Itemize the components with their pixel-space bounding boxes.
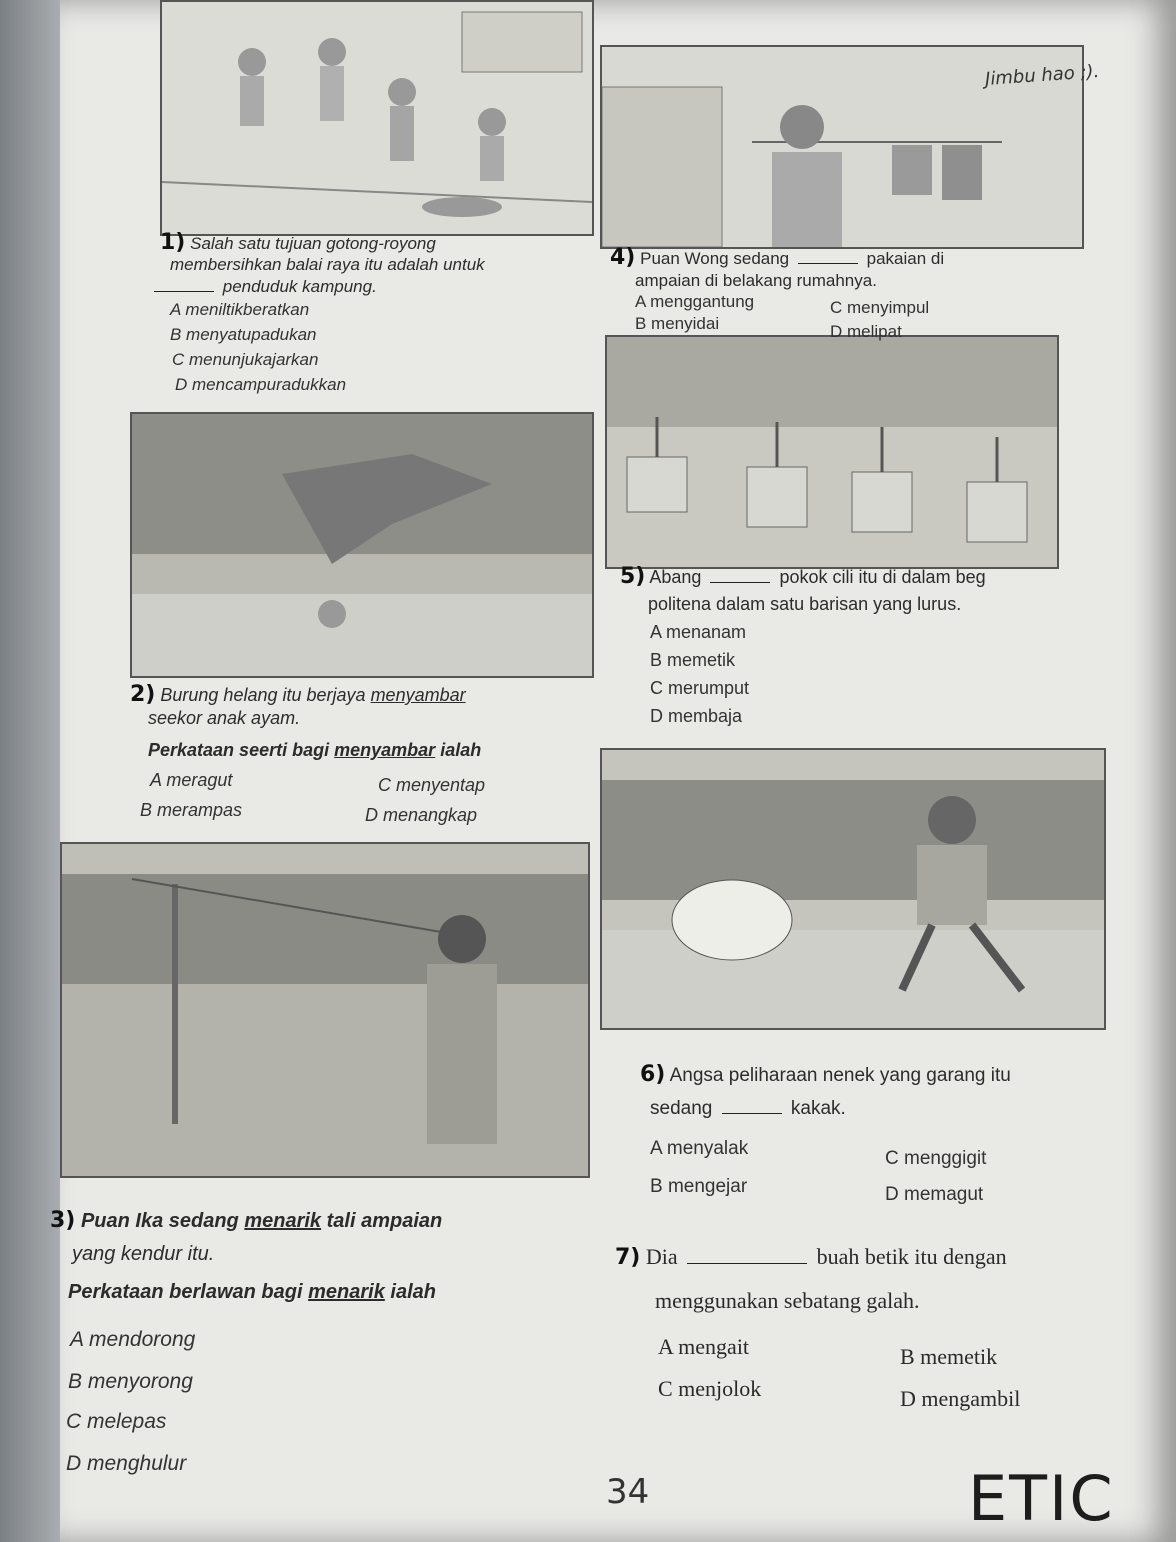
- q1-option-b[interactable]: B menyatupadukan: [170, 325, 317, 344]
- q4-option-a[interactable]: A menggantung: [635, 292, 755, 311]
- q6-stem-b: sedang: [650, 1098, 713, 1119]
- q5-stem: [620, 566, 1090, 588]
- q3-number: 3): [50, 1208, 76, 1233]
- q3-ask-b: ialah: [390, 1281, 436, 1303]
- q2-stem-b: seekor anak ayam.: [148, 708, 301, 728]
- q1-stem-c-line: [150, 276, 590, 297]
- illustration-gotong-royong: [160, 0, 594, 236]
- q6-stem: [640, 1064, 1120, 1086]
- q5-stem-c: politena dalam satu barisan yang lurus.: [648, 594, 962, 614]
- q6-stem-line2: [650, 1098, 1110, 1119]
- q6-stem-a: Angsa peliharaan nenek yang garang itu: [669, 1065, 1011, 1086]
- q7-option-a[interactable]: A mengait: [658, 1334, 750, 1359]
- q3-stem-c: yang kendur itu.: [72, 1243, 215, 1265]
- book-gutter: [0, 0, 60, 1542]
- q7-stem-a: Dia: [645, 1244, 678, 1269]
- q4-stem-c: ampaian di belakang rumahnya.: [635, 271, 877, 290]
- illustration-helang: [130, 412, 594, 678]
- q3-stem-word: menarik: [244, 1210, 322, 1232]
- q5-option-b[interactable]: B memetik: [650, 650, 736, 670]
- q3-ask: [68, 1282, 608, 1303]
- q7-option-c[interactable]: C menjolok: [658, 1376, 762, 1401]
- q1-number: 1): [160, 230, 186, 255]
- illustration-angsa-kakak: [600, 748, 1106, 1030]
- q7-blank: [687, 1263, 807, 1264]
- q6-option-b[interactable]: B mengejar: [650, 1176, 748, 1197]
- q5-stem-a: Abang: [649, 567, 702, 587]
- q3-stem: [50, 1210, 610, 1232]
- q1-blank: [154, 291, 214, 292]
- q4-option-c[interactable]: C menyimpul: [830, 298, 930, 317]
- q7-stem-c: menggunakan sebatang galah.: [655, 1288, 920, 1313]
- q5-blank: [710, 582, 770, 583]
- q6-option-a[interactable]: A menyalak: [650, 1138, 749, 1159]
- q3-option-d[interactable]: D menghulur: [66, 1452, 187, 1475]
- q1-option-d[interactable]: D mencampuradukkan: [175, 375, 347, 394]
- q4-stem-b: pakaian di: [866, 249, 945, 268]
- q4-option-d[interactable]: D melipat: [830, 322, 902, 341]
- q7-option-d[interactable]: D mengambil: [900, 1386, 1021, 1411]
- q2-option-c[interactable]: C menyentap: [378, 775, 486, 795]
- q2-stem-word: menyambar: [370, 685, 466, 705]
- q2-ask-a: Perkataan seerti bagi: [148, 740, 330, 760]
- q3-ask-word: menarik: [308, 1281, 385, 1303]
- q6-number: 6): [640, 1062, 666, 1087]
- handwritten-corner-note: Jimbu hao ;).: [984, 61, 1100, 90]
- q4-stem: [610, 247, 1090, 269]
- illustration-pokok-cili: [605, 335, 1059, 569]
- q7-stem-b: buah betik itu dengan: [816, 1244, 1007, 1269]
- q3-option-a[interactable]: A mendorong: [70, 1328, 196, 1351]
- q5-option-d[interactable]: D membaja: [650, 706, 743, 726]
- q2-stem: [130, 684, 600, 706]
- q3-option-c[interactable]: C melepas: [66, 1410, 167, 1433]
- q3-option-b[interactable]: B menyorong: [68, 1370, 193, 1393]
- q1-option-c[interactable]: C menunjukajarkan: [172, 350, 319, 369]
- q1-stem-b: membersihkan balai raya itu adalah untuk: [170, 255, 485, 274]
- q5-stem-b: pokok cili itu di dalam beg: [779, 567, 986, 587]
- q2-number: 2): [130, 682, 156, 707]
- q6-stem-c: kakak.: [790, 1098, 846, 1119]
- q2-ask-word: menyambar: [334, 740, 436, 760]
- q7-stem: [615, 1246, 1155, 1268]
- q4-stem-a: Puan Wong sedang: [640, 249, 790, 268]
- q2-stem-a: Burung helang itu berjaya: [160, 685, 366, 705]
- q2-ask: [148, 740, 608, 761]
- q3-stem-b: tali ampaian: [326, 1210, 443, 1232]
- q1-stem: [160, 232, 600, 254]
- q3-ask-a: Perkataan berlawan bagi: [68, 1281, 303, 1303]
- q7-option-b[interactable]: B memetik: [900, 1344, 998, 1369]
- q2-option-d[interactable]: D menangkap: [365, 805, 478, 825]
- q6-option-d[interactable]: D memagut: [885, 1184, 984, 1205]
- q1-option-a[interactable]: A meniltikberatkan: [170, 300, 310, 319]
- page-number: 34: [606, 1472, 650, 1512]
- q6-blank: [722, 1113, 782, 1114]
- handwritten-signature: ETIC: [968, 1462, 1115, 1535]
- q7-number: 7): [615, 1245, 641, 1270]
- q4-option-b[interactable]: B menyidai: [635, 314, 720, 333]
- illustration-puan-ika-tali: [60, 842, 590, 1178]
- q5-option-a[interactable]: A menanam: [650, 622, 747, 642]
- q5-number: 5): [620, 564, 646, 589]
- q2-option-b[interactable]: B merampas: [140, 800, 243, 820]
- q2-option-a[interactable]: A meragut: [150, 770, 233, 790]
- q3-stem-a: Puan Ika sedang: [80, 1210, 239, 1232]
- q4-blank: [798, 263, 858, 264]
- q6-option-c[interactable]: C menggigit: [885, 1148, 987, 1169]
- q4-number: 4): [610, 245, 636, 270]
- q5-option-c[interactable]: C merumput: [650, 678, 750, 698]
- q1-stem-a: Salah satu tujuan gotong-royong: [190, 234, 436, 253]
- q1-stem-c: penduduk kampung.: [222, 277, 377, 296]
- q2-ask-b: ialah: [440, 740, 482, 760]
